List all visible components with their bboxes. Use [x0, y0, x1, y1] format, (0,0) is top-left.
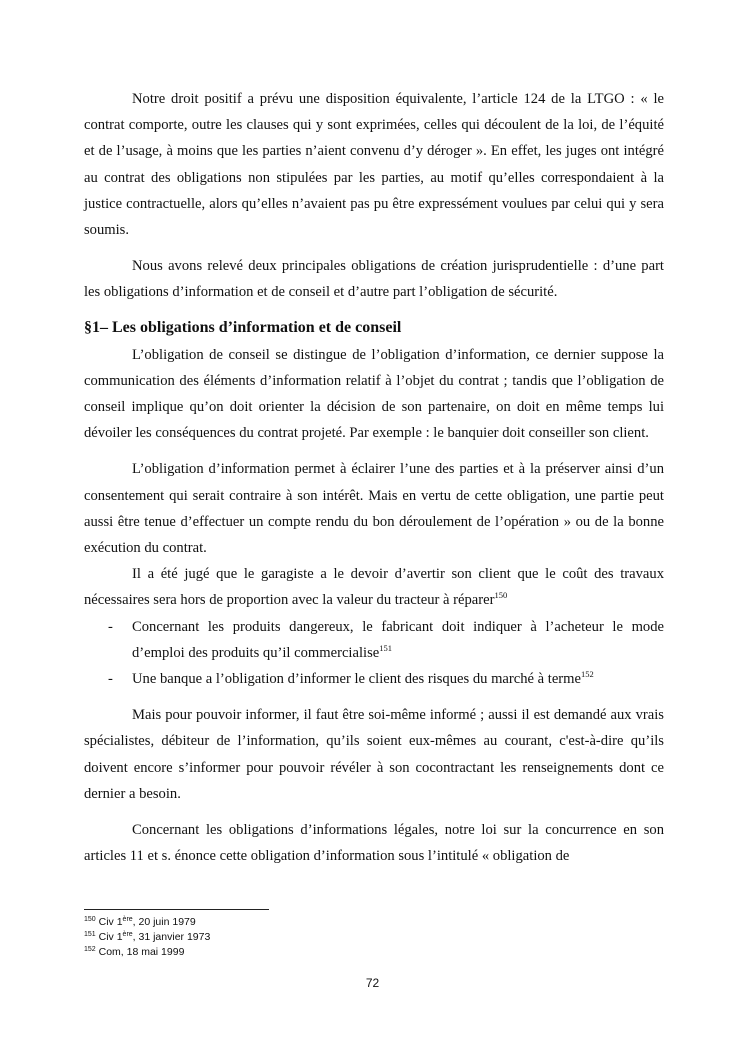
footnote-151 — [84, 930, 210, 945]
page-number: 72 — [365, 976, 380, 990]
footnote-superscript: ère — [122, 931, 133, 938]
footnote-text: Civ 1 — [98, 931, 123, 943]
bullet-item-2-text: Une banque a l’obligation d’informer le client des risques du marché à terme — [132, 671, 582, 688]
bullet-dash: - — [108, 671, 113, 688]
footnote-ref-152: 152 — [581, 669, 594, 680]
bullet-dash: - — [108, 618, 113, 635]
footnote-ref-150: 150 — [494, 590, 508, 601]
footnote-ref-151: 151 — [379, 642, 392, 653]
footnote-superscript: ère — [122, 916, 133, 923]
paragraph-7: Concernant les obligations d’informations légales, notre loi sur la concurrence en son articles 11 et s. énonce cette obligation d’information sous l’intitulé « obligation de — [84, 822, 664, 865]
footnote-separator — [84, 909, 269, 910]
bullet-item-1 — [84, 614, 664, 666]
footnote-number: 152 — [84, 946, 96, 953]
footnote-150 — [84, 915, 210, 930]
paragraph-4: L’obligation d’information permet à éclairer l’une des parties et à la préserver ainsi d’un consentement qui serait contraire à son intérêt. Mais en vertu de cette obligation, une partie peut aussi être tenue d’effectuer un compte rendu du bon déroulement de l’opération » ou de la bonne exécution du contrat. — [84, 461, 664, 557]
footnote-text: Civ 1 — [98, 916, 123, 928]
bullet-list — [84, 614, 664, 693]
paragraph-3: L’obligation de conseil se distingue de l’obligation d’information, ce dernier suppose la communication des éléments d’information relatif à l’objet du contrat ; tandis que l’obligation de conseil implique qu’on doit orienter la décision de son partenaire, on doit en même temps lui dévoiler les conséquences du contrat projeté. Par exemple : le banquier doit conseiller son client. — [84, 346, 664, 442]
footnotes — [84, 915, 210, 960]
footnote-text: Com, 18 mai 1999 — [98, 946, 185, 958]
bullet-item-1-text: Concernant les produits dangereux, le fabricant doit indiquer à l’acheteur le mode d’emploi des produits qu’il commercialise — [132, 618, 664, 661]
paragraph-5-text: Il a été jugé que le garagiste a le devoir d’avertir son client que le coût des travaux nécessaires sera hors de proportion avec la valeur du tracteur à réparer — [84, 566, 664, 609]
page-body — [84, 86, 664, 869]
paragraph-2: Nous avons relevé deux principales obligations de création jurisprudentielle : d’une part les obligations d’information et de conseil et d’autre part l’obligation de sécurité. — [84, 258, 664, 301]
paragraph-1: Notre droit positif a prévu une disposition équivalente, l’article 124 de la LTGO : « le contrat comporte, outre les clauses qui y sont exprimées, celles qui découlent de la loi, de l’équité et de l’usage, à moins que les parties n’aient convenu d’y déroger ». En effet, les juges ont intégré au contrat des obligations non stipulées par les parties, au motif qu’elles correspondaient à la justice contractuelle, alors qu’elles n’avaient pas pu être expressément voulues par celui qui y sera soumis. — [84, 91, 664, 239]
paragraph-5 — [84, 561, 664, 613]
paragraph-6: Mais pour pouvoir informer, il faut être soi-même informé ; aussi il est demandé aux vrais spécialistes, débiteur de l’information, qu’ils soient eux-mêmes au courant, c'est-à-dire qu’ils doivent encore s’informer pour pouvoir révéler à son cocontractant les renseignements dont ce dernier a besoin. — [84, 707, 664, 802]
footnote-number: 151 — [84, 931, 96, 938]
footnote-152 — [84, 945, 210, 960]
footnote-text-tail: , 20 juin 1979 — [132, 916, 196, 928]
footnote-number: 150 — [84, 916, 96, 923]
section-heading: §1– Les obligations d’information et de conseil — [84, 318, 402, 336]
bullet-item-2 — [84, 666, 664, 692]
footnote-text-tail: , 31 janvier 1973 — [132, 931, 211, 943]
